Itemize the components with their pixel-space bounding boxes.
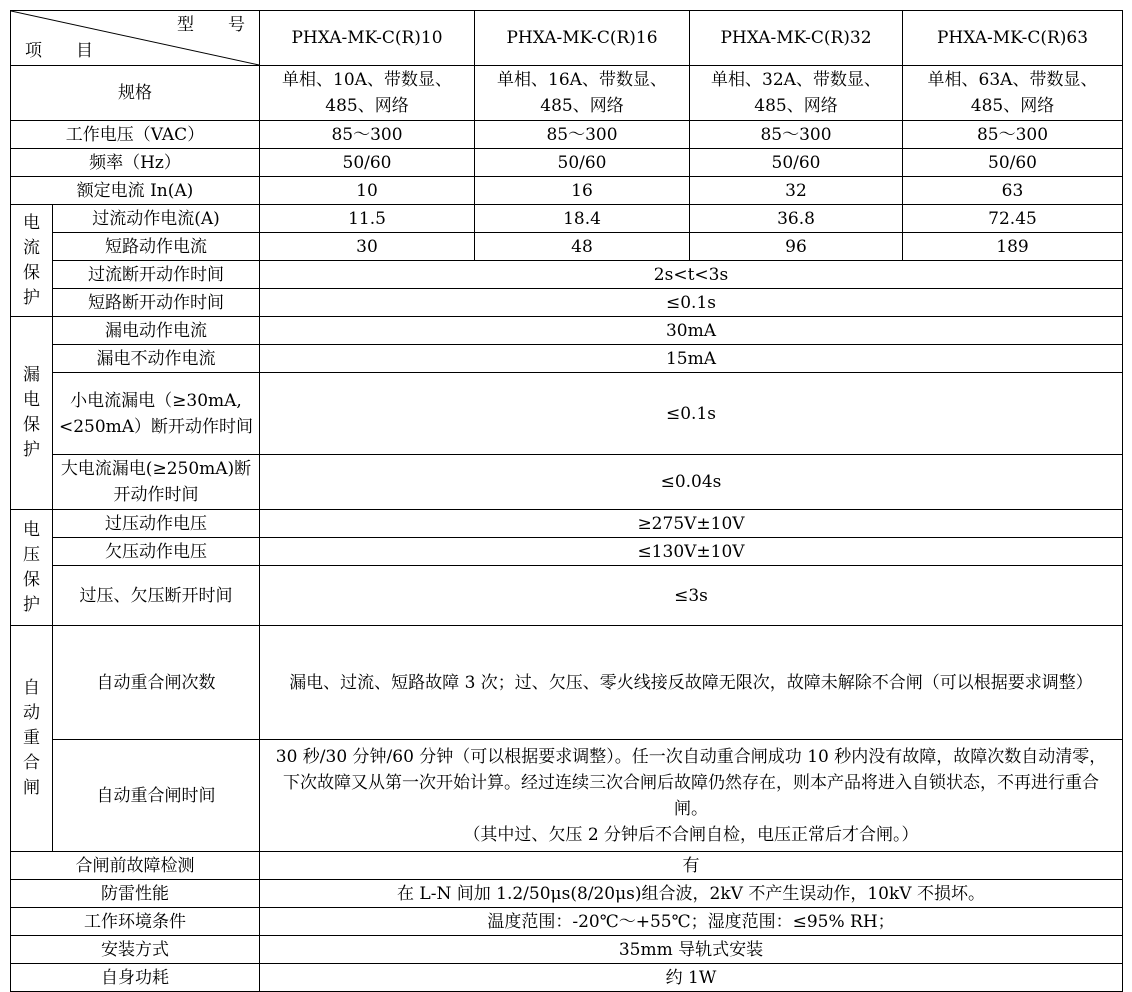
row-label: 短路动作电流: [53, 233, 260, 261]
table-row: [11, 880, 1123, 908]
table-cell: 36.8: [690, 205, 903, 233]
table-cell: ≤0.1s: [260, 373, 1123, 455]
row-label: 频率（Hz）: [11, 149, 260, 177]
table-cell: 30: [260, 233, 475, 261]
table-cell: 85～300: [690, 121, 903, 149]
model-name: PHXA-MK-C(R)10: [260, 11, 475, 66]
row-label: 短路断开动作时间: [53, 289, 260, 317]
table-cell: 11.5: [260, 205, 475, 233]
row-label: 自身功耗: [11, 964, 260, 992]
row-label: 规格: [11, 66, 260, 121]
table-cell: 温度范围：-20℃～+55℃；湿度范围：≤95% RH；: [260, 908, 1123, 936]
table-cell: 63: [903, 177, 1123, 205]
table-cell: 189: [903, 233, 1123, 261]
table-cell: 30mA: [260, 317, 1123, 345]
table-cell: 85～300: [260, 121, 475, 149]
group-text: 电压保护: [23, 519, 40, 615]
table-row: [11, 566, 1123, 626]
table-cell: 18.4: [475, 205, 690, 233]
table-row: [11, 121, 1123, 149]
reclose-time-text: 30 秒/30 分钟/60 分钟（可以根据要求调整）。任一次自动重合闸成功 10 秒内没有故障，故障次数自动清零，下次故障又从第一次开始计算。经过连续三次合闸后故障仍然存在，则本产品将进入自锁状态，不再进行重合闸。: [275, 746, 1107, 819]
table-cell: 32: [690, 177, 903, 205]
row-label: 小电流漏电（≥30mA,<250mA）断开动作时间: [53, 373, 260, 455]
row-label: 防雷性能: [11, 880, 260, 908]
group-text: 漏电保护: [23, 365, 40, 460]
row-label: 工作环境条件: [11, 908, 260, 936]
table-cell: 96: [690, 233, 903, 261]
table-cell: [260, 740, 1123, 852]
group-label-current-protection: [11, 205, 53, 317]
model-header-label: 型 号: [177, 15, 245, 35]
table-row: [11, 233, 1123, 261]
table-cell: 单相、16A、带数显、485、网络: [475, 66, 690, 121]
table-row: [11, 177, 1123, 205]
row-label: 过流断开动作时间: [53, 261, 260, 289]
table-cell: 85～300: [475, 121, 690, 149]
group-label-leakage-protection: [11, 317, 53, 510]
table-row: [11, 205, 1123, 233]
table-cell: 50/60: [475, 149, 690, 177]
table-cell: 35mm 导轨式安装: [260, 936, 1123, 964]
row-label: 合闸前故障检测: [11, 852, 260, 880]
row-label: 漏电不动作电流: [53, 345, 260, 373]
table-row: [11, 964, 1123, 992]
table-row: [11, 626, 1123, 740]
table-cell: 15mA: [260, 345, 1123, 373]
table-cell: ≥275V±10V: [260, 510, 1123, 538]
diagonal-header-cell: [11, 11, 260, 66]
table-cell: 约 1W: [260, 964, 1123, 992]
row-label: 欠压动作电压: [53, 538, 260, 566]
reclose-time-note: （其中过、欠压 2 分钟后不合闸自检，电压正常后才合闸。）: [463, 824, 919, 845]
table-cell: 10: [260, 177, 475, 205]
group-text: 自动重合闸: [23, 678, 40, 798]
row-label: 自动重合闸次数: [53, 626, 260, 740]
table-row: [11, 289, 1123, 317]
model-name: PHXA-MK-C(R)32: [690, 11, 903, 66]
table-row: [11, 261, 1123, 289]
table-cell: 漏电、过流、短路故障 3 次；过、欠压、零火线接反故障无限次，故障未解除不合闸（可以根据要求调整）: [260, 626, 1123, 740]
group-label-voltage-protection: [11, 510, 53, 626]
model-name: PHXA-MK-C(R)63: [903, 11, 1123, 66]
table-cell: 2s<t<3s: [260, 261, 1123, 289]
table-row: [11, 740, 1123, 852]
table-row: [11, 852, 1123, 880]
group-text: 电流保护: [23, 212, 40, 308]
table-cell: 72.45: [903, 205, 1123, 233]
table-cell: 单相、10A、带数显、485、网络: [260, 66, 475, 121]
table-cell: 单相、32A、带数显、485、网络: [690, 66, 903, 121]
table-cell: ≤130V±10V: [260, 538, 1123, 566]
table-cell: ≤0.1s: [260, 289, 1123, 317]
spec-table: [10, 10, 1123, 992]
table-cell: 在 L-N 间加 1.2/50μs(8/20μs)组合波，2kV 不产生误动作，10kV 不损坏。: [260, 880, 1123, 908]
spec-table-container: [10, 10, 1123, 992]
row-label: 工作电压（VAC）: [11, 121, 260, 149]
table-row: [11, 455, 1123, 510]
row-label: 大电流漏电(≥250mA)断开动作时间: [53, 455, 260, 510]
table-cell: ≤3s: [260, 566, 1123, 626]
table-cell: 50/60: [690, 149, 903, 177]
table-row: [11, 373, 1123, 455]
table-row: [11, 317, 1123, 345]
header-row: [11, 11, 1123, 66]
table-cell: ≤0.04s: [260, 455, 1123, 510]
table-cell: 单相、63A、带数显、485、网络: [903, 66, 1123, 121]
table-cell: 48: [475, 233, 690, 261]
group-label-auto-reclose: [11, 626, 53, 852]
table-cell: 16: [475, 177, 690, 205]
table-cell: 50/60: [903, 149, 1123, 177]
model-name: PHXA-MK-C(R)16: [475, 11, 690, 66]
table-cell: 50/60: [260, 149, 475, 177]
row-label: 漏电动作电流: [53, 317, 260, 345]
row-label: 安装方式: [11, 936, 260, 964]
table-row: [11, 936, 1123, 964]
table-row: [11, 538, 1123, 566]
table-cell: 85～300: [903, 121, 1123, 149]
table-row: [11, 908, 1123, 936]
row-label: 额定电流 In(A): [11, 177, 260, 205]
table-row: [11, 149, 1123, 177]
row-label: 自动重合闸时间: [53, 740, 260, 852]
row-label: 过压动作电压: [53, 510, 260, 538]
item-header-label: 项 目: [25, 41, 93, 61]
table-cell: 有: [260, 852, 1123, 880]
row-label: 过压、欠压断开时间: [53, 566, 260, 626]
table-row: [11, 345, 1123, 373]
row-label: 过流动作电流(A): [53, 205, 260, 233]
table-row: [11, 510, 1123, 538]
table-row: [11, 66, 1123, 121]
